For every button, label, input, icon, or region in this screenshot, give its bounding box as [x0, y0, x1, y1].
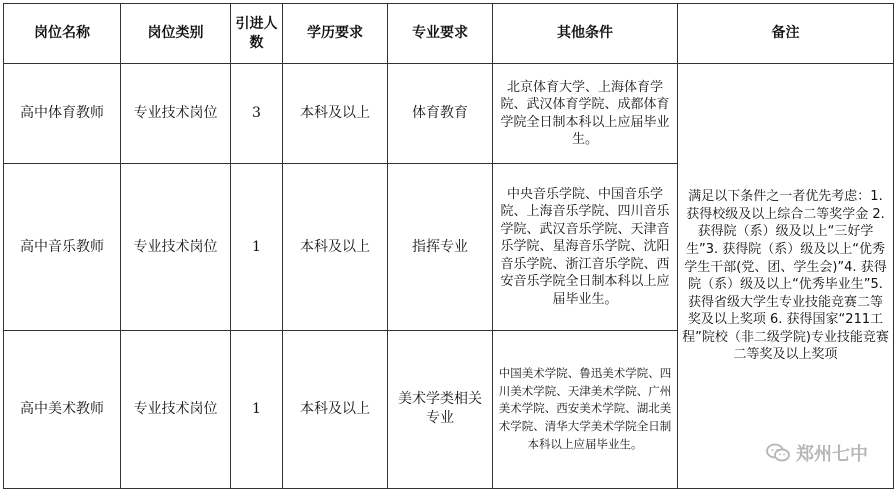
- cell-major: 体育教育: [388, 64, 493, 164]
- cell-category: 专业技术岗位: [121, 64, 231, 164]
- cell-position: 高中体育教师: [4, 64, 121, 164]
- table-header-row: [4, 4, 894, 64]
- cell-category: 专业技术岗位: [121, 330, 231, 488]
- header-other: 其他条件: [493, 4, 678, 64]
- header-count: 引进人数: [231, 4, 283, 64]
- cell-position: 高中美术教师: [4, 330, 121, 488]
- recruitment-table: [3, 3, 894, 489]
- cell-education: 本科及以上: [283, 164, 388, 330]
- cell-education: 本科及以上: [283, 64, 388, 164]
- cell-note: 满足以下条件之一者优先考虑：1.获得校级及以上综合二等奖学金 2.获得院（系）级及以上“三好学生”3. 获得院（系）级及以上“优秀学生干部(党、团、学生会)”4. 获得院（系）级及以上“优秀毕业生”5.获得省级大学生专业技能竞赛二等奖及以上奖项 6. 获得国家“211工程”院校（非二级学院)专业技能竞赛二等奖及以上奖项: [678, 64, 894, 489]
- watermark-text: 郑州七中: [796, 444, 868, 465]
- cell-count: 3: [231, 64, 283, 164]
- header-major: 专业要求: [388, 4, 493, 64]
- cell-category: 专业技术岗位: [121, 164, 231, 330]
- cell-count: 1: [231, 164, 283, 330]
- header-position: 岗位名称: [4, 4, 121, 64]
- header-education: 学历要求: [283, 4, 388, 64]
- cell-position: 高中音乐教师: [4, 164, 121, 330]
- cell-other: 中央音乐学院、中国音乐学院、上海音乐学院、四川音乐学院、武汉音乐学院、天津音乐学院、星海音乐学院、沈阳音乐学院、浙江音乐学院、西安音乐学院全日制本科以上应届毕业生。: [493, 164, 678, 330]
- cell-other: 中国美术学院、鲁迅美术学院、四川美术学院、天津美术学院、广州美术学院、西安美术学院、湖北美术学院、清华大学美术学院全日制本科以上应届毕业生。: [493, 330, 678, 488]
- header-note: 备注: [678, 4, 894, 64]
- cell-education: 本科及以上: [283, 330, 388, 488]
- cell-count: 1: [231, 330, 283, 488]
- cell-major: 美术学类相关专业: [388, 330, 493, 488]
- table-row: [4, 64, 894, 164]
- cell-other: 北京体育大学、上海体育学院、武汉体育学院、成都体育学院全日制本科以上应届毕业生。: [493, 64, 678, 164]
- header-category: 岗位类别: [121, 4, 231, 64]
- cell-major: 指挥专业: [388, 164, 493, 330]
